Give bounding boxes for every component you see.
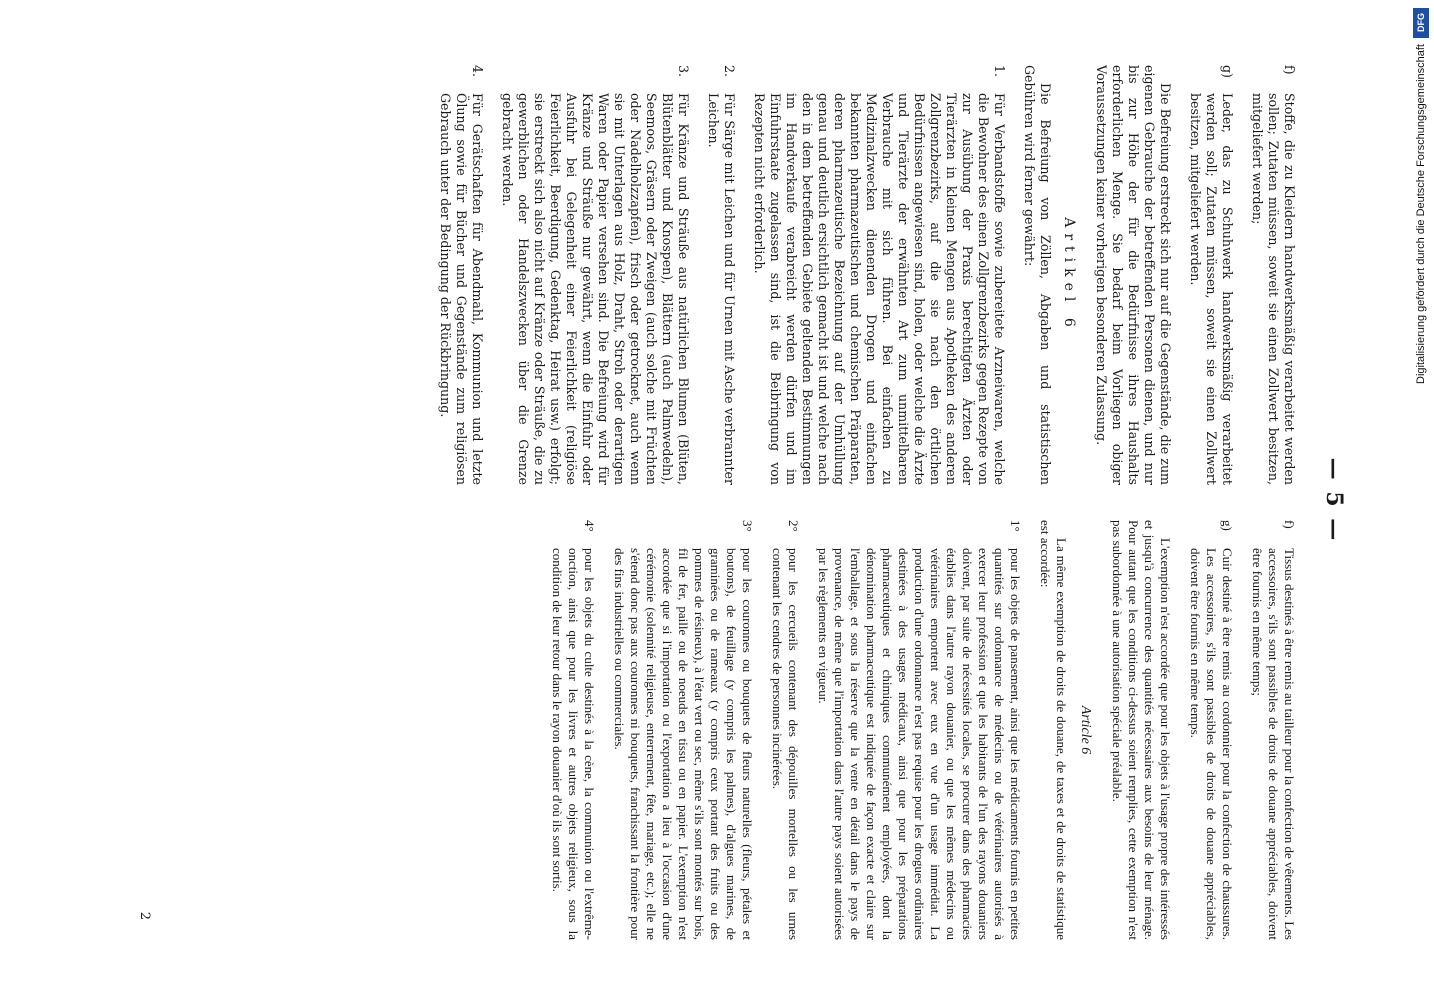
item-text: Tissus destinés à être remis au tailleur pour la confection de vêtements. Les accessoires, s'ils sont passibles de droits de douane appréciables, doivent être fournis en même temps; [1250, 548, 1297, 940]
german-item-f [1249, 65, 1297, 485]
german-item-g [1187, 65, 1235, 485]
french-exemption-paragraph: L'exemption n'est accordée que pour les objets à l'usage propre des intéressés et jusqu'à concurrence des quantités nécessaires aux besoins de leur ménage. Pour autant que les conditions ci-dessus soient remplies, cette exemption n'est pas subordonnée à une autorisation spéciale préalable. [1110, 520, 1173, 940]
french-item-2 [769, 520, 801, 940]
item-label: 3. [676, 65, 691, 78]
item-text: pour les objets du culte destinés à la cène, la communion ou l'extrême-onction, ainsi que pour les livres et autres objets religieux, sous la condition de leur retour dans le rayon douanier d'où ils sont sortis. [550, 548, 597, 940]
item-text: Stoffe, die zu Kleidern handwerksmäßig verarbeitet werden sollen; Zutaten müssen, soweit sie einen Zollwert besitzen, mitgeliefert werden; [1250, 93, 1297, 485]
french-item-f [1249, 520, 1297, 940]
german-exemption-paragraph: Die Befreiung erstreckt sich nur auf die Gegenstände, die zum eigenen Gebrauche der betreffenden Personen dienen, und nur bis zur Höhe der für die Bedürfnisse ihres Haushalts erforderlichen Menge. Sie bedarf beim Vorliegen obiger Voraussetzungen keiner vorherigen besonderen Zulassung. [1094, 65, 1173, 485]
rotated-scanned-page [57, 20, 1377, 980]
item-text: pour les cercueils contenant des dépouilles mortelles ou les urnes contenant les cendres de personnes incinérées. [770, 548, 801, 940]
item-label: 2. [722, 65, 737, 78]
item-text: Für Särge mit Leichen und für Urnen mit Asche verbrannter Leichen. [706, 93, 737, 485]
german-column [67, 65, 1297, 485]
item-label: g) [1220, 65, 1235, 78]
item-text: Cuir destiné à être remis au cordonnier pour la confection de chaussures. Les accessoires, s'ils sont passibles de droits de douane appréciables, doivent être fournis en même temps. [1188, 548, 1235, 940]
bottom-page-marker: 2 [137, 911, 152, 920]
german-article-intro: Die Befreiung von Zöllen, Abgaben und statistischen Gebühren wird ferner gewährt: [1022, 65, 1053, 485]
item-label: f) [1282, 520, 1297, 529]
item-label: 2° [786, 520, 801, 532]
german-item-3 [499, 65, 691, 485]
page-number: — 5 — [1321, 457, 1347, 543]
french-item-1 [815, 520, 1023, 940]
item-label: 4° [582, 520, 597, 532]
item-label: 1. [992, 65, 1007, 78]
french-item-g [1187, 520, 1235, 940]
item-text: pour les couronnes ou bouquets de fleurs naturelles (fleurs, pétales et boutons), de feuillage (y compris les palmes), d'algues marines, de graminées ou de rameaux (y compris ceux portant des fruits ou des pommes de résineux), à l'état vert ou sec, même s'ils sont montés sur bois, fil de fer, paille ou de noeuds en tissu ou en papier. L'exemption n'est accordée que si l'importation ou l'exportation a lieu à l'occasion d'une cérémonie (solennité religieuse, enterrement, fête, mariage, etc.); elle ne s'étend donc pas aux couronnes ni bouquets, franchissant la frontière pour des fins industrielles ou commerciales. [612, 548, 755, 940]
item-text: Für Gerätschaften für Abendmahl, Kommunion und letzte Ölung sowie für Bücher und Gegenstände zum religiösen Gebrauch unter der Bedingung der Rückbringung. [438, 93, 485, 485]
item-text: Leder, das zu Schuhwerk handwerksmäßig verarbeitet werden soll; Zutaten müssen, soweit sie einen Zollwert besitzen, mitgeliefert werden. [1188, 93, 1235, 485]
item-text: Für Kränze und Sträuße aus natürlichen Blumen (Blüten, Blütenblätter und Knospen), Blättern (auch Palmwedeln), Seemoos, Gräsern oder Zweigen (auch solche mit Früchten oder Nadelholzzapfen), frisch oder getrocknet, auch wenn sie mit Unterlagen aus Holz, Draht, Stroh oder derartigen Waren oder Papier versehen sind. Die Befreiung wird für Kränze und Sträuße nur gewährt, wenn die Einfuhr oder Ausfuhr bei Gelegenheit einer Feierlichkeit (religiöse Feierlichkeit, Beerdigung, Gedenktag, Heirat usw.) erfolgt; sie erstreckt sich also nicht auf Kränze oder Sträuße, die zu gewerblichen oder Handelszwecken über die Grenze gebracht werden. [500, 93, 691, 485]
german-item-2 [705, 65, 737, 485]
french-article-intro: La même exemption de droits de douane, de taxes et de droits de statistique est accordée: [1038, 520, 1069, 940]
german-item-4 [437, 65, 485, 485]
item-label: 1° [1008, 520, 1023, 532]
french-article-heading: Article 6 [1078, 705, 1093, 755]
dfg-logo-icon: DFG [1413, 8, 1429, 38]
item-text: Für Verbandstoffe sowie zubereitete Arzneiwaren, welche die Bewohner des einen Zollgrenzbezirks gegen Rezepte von zur Ausübung der Praxis berechtigten Ärzten oder Tierärzten in kleinen Mengen aus Apotheken des anderen Zollgrenzbezirks, auf die sie nach den örtlichen Bedürfnissen angewiesen sind, holen, oder welche die Ärzte und Tierärzte der erwähnten Art zum unmittelbaren Verbrauche mit sich führen. Bei einfachen zu Medizinalzwecken dienenden Drogen und einfachen bekannten pharmazeutischen und chemischen Präparaten, deren pharmazeutische Bezeichnung auf der Umhüllung genau und deutlich ersichtlich gemacht ist und welche nach den in dem betreffenden Gebiete geltenden Bestimmungen im Handverkaufe verabreicht werden dürfen und im Einfuhrstaate zugelassen sind, ist die Beibringung von Rezepten nicht erforderlich. [752, 93, 1007, 485]
french-column [67, 520, 1297, 940]
item-label: 3° [740, 520, 755, 532]
german-article-heading: Artikel 6 [1061, 217, 1077, 333]
dfg-funding-notice: Digitalisierung gefördert durch die Deutsche Forschungsgemeinschaft [1415, 44, 1427, 384]
dfg-stamp [1410, 8, 1432, 988]
german-item-1 [751, 65, 1007, 485]
item-text: pour les objets de pansement, ainsi que les médicaments fournis en petites quantités sur ordonnance de médecins ou de vétérinaires autorisés à exercer leur profession et que les habitants de l'un des rayons douaniers doivent, par suite de nécessités locales, se procurer dans des pharmacies établies dans l'autre rayon douanier, ou que les mêmes médecins ou vétérinaires emportent avec eux en vue d'un usage immédiat. La production d'une ordonnance n'est pas requise pour les drogues ordinaires destinées à des usages médicaux, ainsi que pour les préparations pharmaceutiques et chimiques communément employées, dont la dénomination pharmaceutique est indiquée de façon exacte et claire sur l'emballage, et sous la réserve que la vente en détail dans le pays de provenance, de même que l'importation dans l'autre pays soient autorisées par les règlements en vigueur. [816, 548, 1023, 940]
french-item-3 [611, 520, 755, 940]
french-item-4 [549, 520, 597, 940]
item-label: g) [1220, 520, 1235, 531]
item-label: 4. [470, 65, 485, 78]
item-label: f) [1282, 65, 1297, 75]
